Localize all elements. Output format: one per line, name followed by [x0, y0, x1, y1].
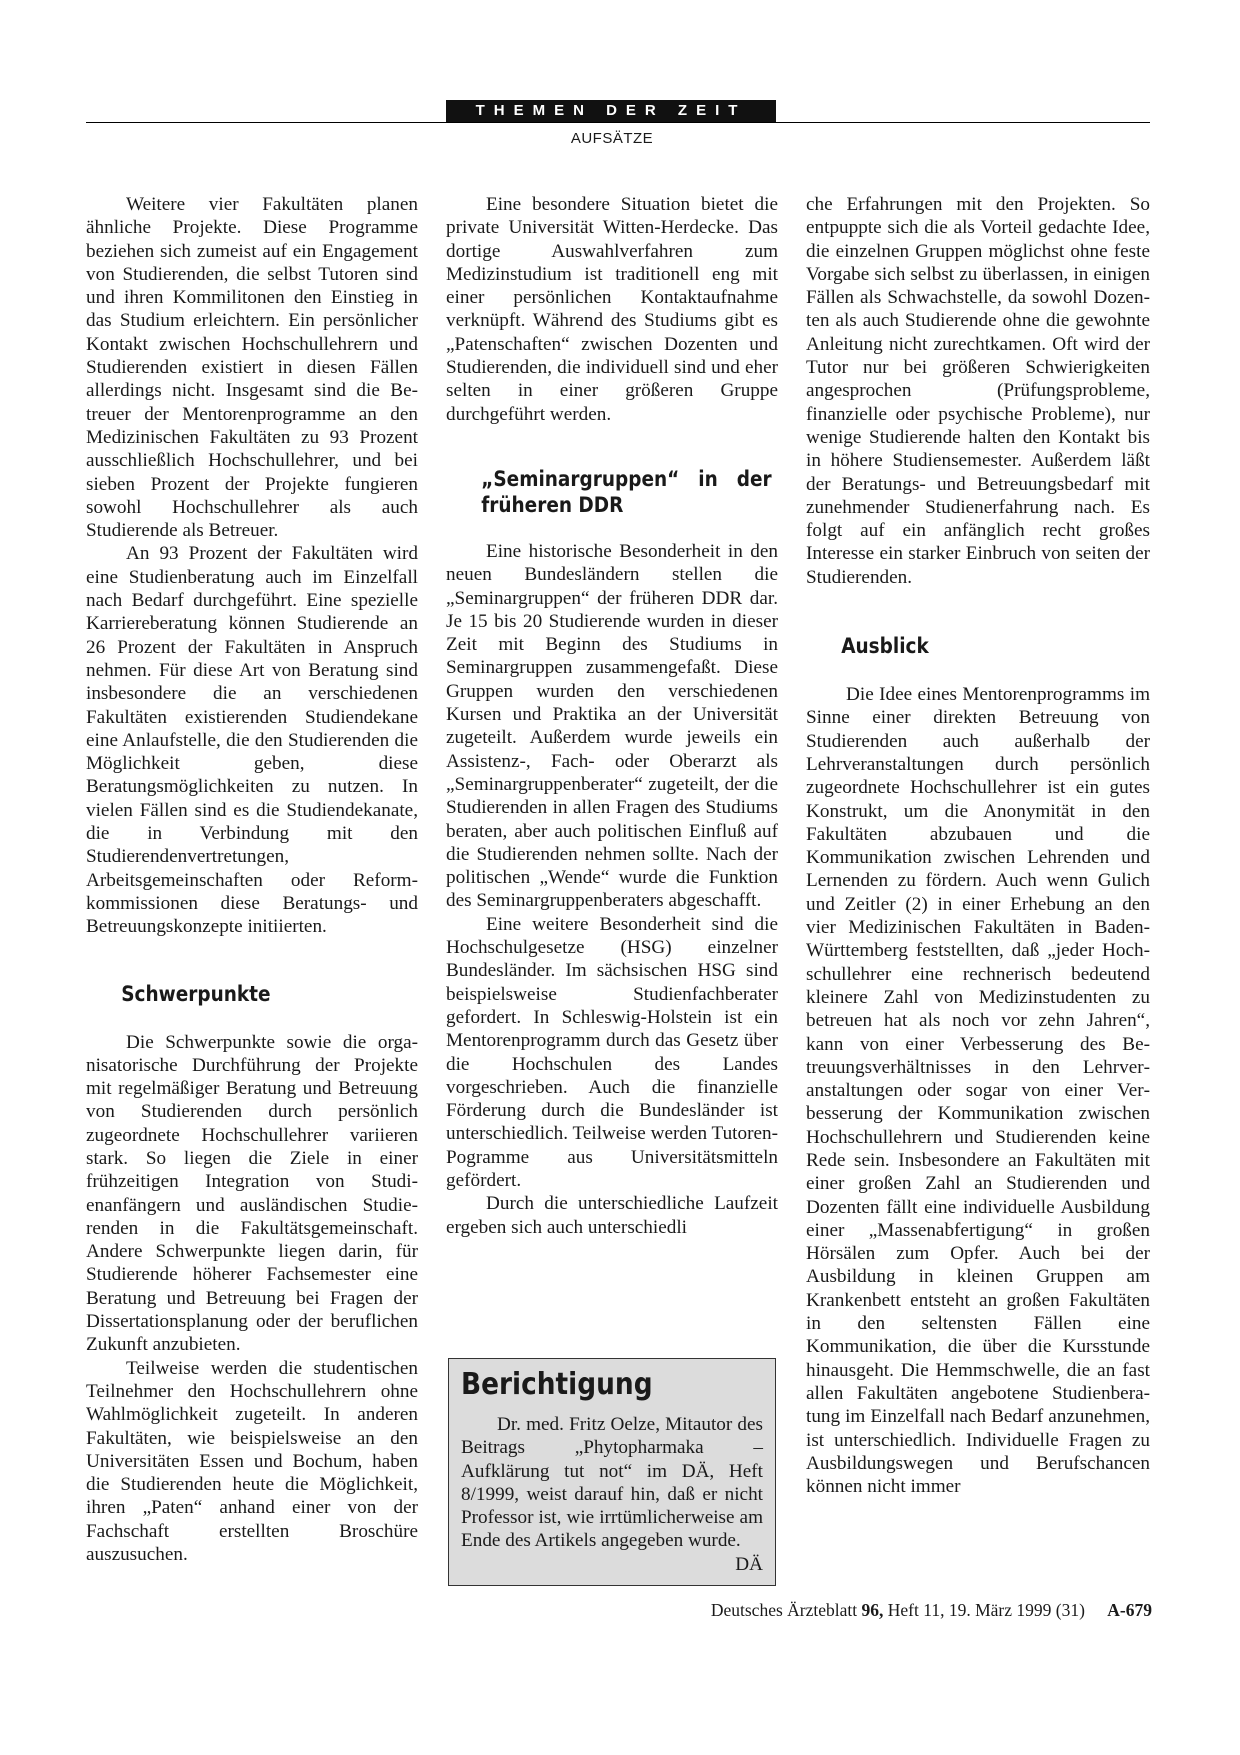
- paragraph: Eine weitere Besonderheit sind die Hochschulgesetze (HSG) einzelner Bundesländer. Im sächsischen HSG sind beispielsweise Studienfachberater gefordert. In Schleswig-Holstein ist ein Mentorenprogramm durch das Gesetz über die Hochschulen des Landes vorgeschrieben. Auch die finanzielle Förderung durch die Bundesländer ist unterschiedlich. Teilweise werden Tutoren-Pogramme aus Universitätsmitteln gefördert.: [446, 913, 778, 1191]
- paragraph: Eine besondere Situation bietet die private Universität Witten-Herdecke. Das dortige Auswahlverfahren zum Medizinstudium ist traditionell eng mit einer persönlichen Kontaktaufnahme verknüpft. Während des Studiums gibt es „Patenschaften“ zwischen Dozenten und Studierenden, die individuell sind und eher selten in einer größeren Gruppe durchgeführt werden.: [446, 194, 778, 425]
- column-3: [806, 193, 1150, 1498]
- journal-name: Deutsches Ärzteblatt: [710, 1600, 858, 1620]
- correction-text: [461, 1413, 763, 1575]
- paragraph: Die Schwerpunkte sowie die organisatorische Durchführung der Projekte mit regelmäßiger Beratung und Betreuung von Studierenden durch persönlich zugeordnete Hochschullehrer variieren stark. So liegen die Ziele in einer frühzeitigen Integration von Studienanfängern und ausländischen Studierenden in die Fakultätsgemeinschaft. Andere Schwerpunkte liegen darin, für Studierende höherer Fachsemester eine Beratung und Betreuung bei Fragen der Dissertationsplanung oder der beruflichen Zukunft anzubieten.: [86, 1031, 418, 1356]
- journal-issue: Heft 11, 19. März 1999 (31): [887, 1600, 1085, 1620]
- paragraph: Durch die unterschiedliche Laufzeit ergeben sich auch unterschiedli: [446, 1193, 778, 1238]
- correction-title: Berichtigung: [461, 1367, 653, 1402]
- paragraph: Weitere vier Fakultäten planen ähnliche Projekte. Diese Programme beziehen sich zumeist auf ein Engagement von Studierenden, die selbst Tutoren sind und ihren Kommilitonen den Einstieg in das Studium erleichtern. Ein persönlicher Kontakt zwischen Hochschullehrern und Studierenden existiert in diesen Fällen allerdings nicht. Insgesamt sind die Betreuer der Mentorenprogramme an den Medizinischen Fakultäten zu 93 Prozent ausschließlich Hochschullehrer, und bei sieben Prozent der Projekte fungieren sowohl Hochschullehrer als auch Studierende als Betreuer.: [86, 194, 418, 542]
- column-2: [446, 193, 778, 1239]
- paragraph: Teilweise werden die studentischen Teilnehmer den Hochschullehrern ohne Wahlmöglichkeit zugeteilt. In anderen Fakultäten, wie beispielsweise an den Universitäten Essen und Bochum, haben die Studierenden heute die Möglichkeit, ihren „Paten“ anhand einer von der Fachschaft erstellten Broschüre auszusuchen.: [86, 1357, 418, 1566]
- column-1: [86, 193, 418, 1566]
- journal-volume: 96,: [861, 1600, 884, 1620]
- section-heading: Ausblick: [841, 634, 929, 659]
- header-rule: [86, 122, 1150, 123]
- paragraph: Eine historische Besonderheit in den neuen Bundesländern stellen die „Seminargruppen“ der früheren DDR dar. Je 15 bis 20 Studierende wurden in dieser Zeit mit Beginn des Studiums in Seminargruppen zusammengefaßt. Diese Gruppen wurden den verschiedenen Kursen und Praktika an der Universität zugeteilt. Außerdem wurde jeweils ein Assistenz-, Fach- oder Oberarzt als „Seminargruppenberater“ zugeteilt, der die Studierenden in allen Fragen des Studiums beraten, aber auch politischen Einfluß auf die Studierenden nehmen sollte. Nach der politischen „Wende“ wurde die Funktion des Seminargruppenberaters abgeschafft.: [446, 540, 778, 912]
- page-number: A-679: [1107, 1600, 1152, 1620]
- correction-body: Dr. med. Fritz Oelze, Mitautor des Beitrags „Phytopharmaka – Aufklärung tut not“ im DÄ, Heft 8/1999, weist darauf hin, daß er nicht Professor ist, wie irrtümlicherweise am Ende des Artikels angegeben wurde.: [461, 1414, 763, 1552]
- section-heading: Schwerpunkte: [121, 981, 271, 1006]
- page-footer: [620, 1600, 1152, 1621]
- paragraph: Die Idee eines Mentorenprogramms im Sinne einer direkten Betreuung von Studierenden auch außerhalb der Lehrveranstaltungen durch persönlich zugeordnete Hochschullehrer ist ein gutes Konstrukt, um die Anonymität in den Fakultäten abzubauen und die Kommunikation zwischen Lehrenden und Lernenden zu fördern. Auch wenn Gulich und Zeitler (2) in einer Erhebung an den vier Medizinischen Fakultäten in Baden-Württemberg feststellten, daß „jeder Hochschullehrer eine rechnerisch bedeutend kleinere Zahl von Medizinstudenten zu betreuen hat als noch vor zehn Jahren“, kann von einer Verbesserung des Betreuungsverhältnisses in den Lehrveranstaltungen oder sogar von einer Verbesserung der Kommunikation zwischen Hochschullehrern und Studierenden keine Rede sein. Insbesondere an Fakultäten mit einer großen Zahl an Studierenden und Dozenten fällt eine individuelle Ausbildung einer „Massenabfertigung“ in großen Hörsälen zum Opfer. Auch bei der Ausbildung in kleinen Gruppen am Krankenbett entsteht an großen Fakultäten in den seltensten Fällen eine Kommunikation, die über die Kursstunde hinausgeht. Die Hemmschwelle, die an fast allen Fakultäten angebotene Studienberatung im Einzelfall nach Bedarf anzunehmen, ist unterschiedlich. Individuelle Fragen zu Ausbildungswegen und Berufschancen können nicht immer: [806, 684, 1150, 1498]
- paragraph: che Erfahrungen mit den Projekten. So entpuppte sich die als Vorteil gedachte Idee, die einzelnen Gruppen möglichst ohne feste Vorgabe sich selbst zu überlassen, in einigen Fällen als Schwachstelle, da sowohl Dozenten als auch Studierende ohne die gewohnte Anleitung nicht zurechtkamen. Oft wird der Tutor nur bei größeren Schwierigkeiten angesprochen (Prüfungsprobleme, finanzielle oder psychische Probleme), nur wenige Studierende halten den Kontakt bis in höhere Studiensemester. Außerdem läßt der Beratungs- und Betreuungsbedarf mit zunehmender Studienerfahrung nach. Es folgt auf ein anfänglich recht großes Interesse ein starker Einbruch von seiten der Studierenden.: [806, 194, 1150, 588]
- correction-signature: DÄ: [735, 1553, 763, 1575]
- section-heading: „Seminargruppen“ in der früheren DDR: [481, 466, 772, 517]
- section-banner: THEMEN DER ZEIT: [446, 100, 776, 122]
- correction-box: [448, 1358, 776, 1586]
- subsection-label: AUFSÄTZE: [570, 130, 654, 147]
- paragraph: An 93 Prozent der Fakultäten wird eine Studienberatung auch im Einzelfall nach Bedarf durchgeführt. Eine spezielle Karriereberatung können Studierende an 26 Prozent der Fakultäten in Anspruch nehmen. Für diese Art von Beratung sind insbesondere die an verschiedenen Fakultäten existierenden Studiendekane eine Anlaufstelle, die den Studierenden die Möglichkeit geben, diese Beratungsmöglichkeiten zu nutzen. In vielen Fällen sind es die Studiendekanate, die in Verbindung mit den Studierendenvertretungen, Arbeitsgemeinschaften oder Reformkommissionen diese Beratungs- und Betreuungskonzepte initiierten.: [86, 543, 418, 938]
